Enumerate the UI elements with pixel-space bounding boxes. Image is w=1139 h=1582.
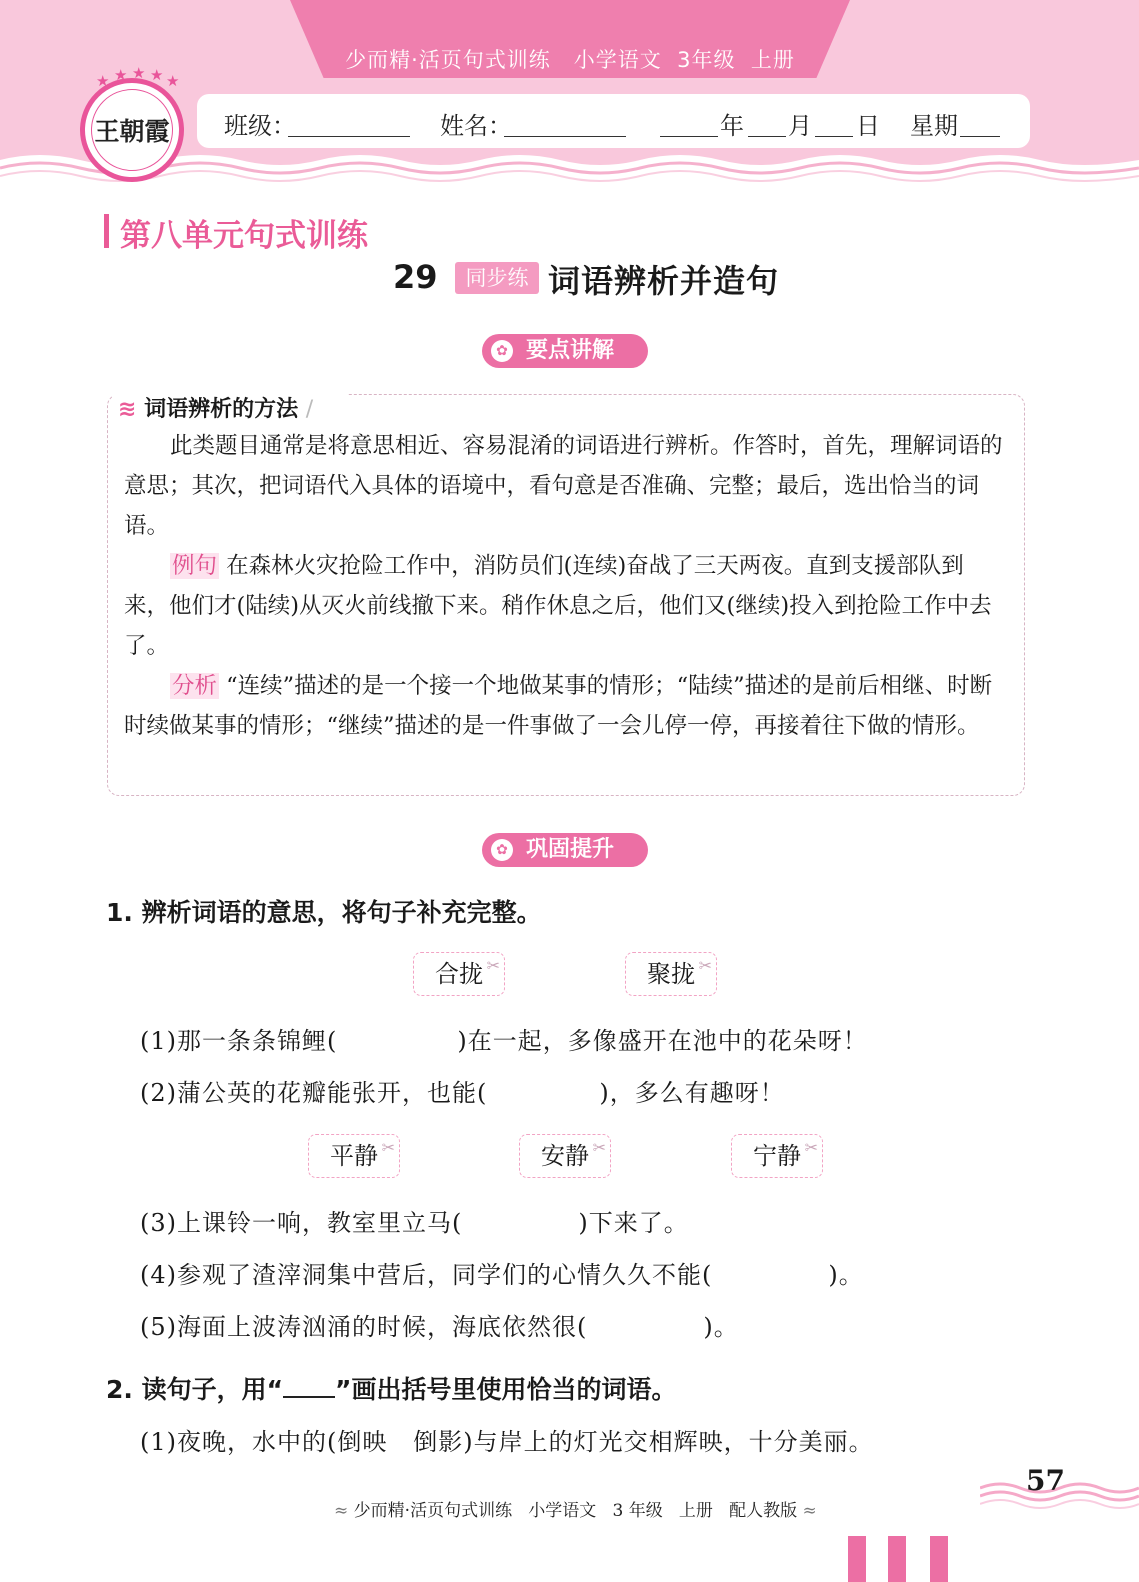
method-paragraph: 此类题目通常是将意思相近、容易混淆的词语进行辨析。作答时，首先，理解词语的意思；其次，把词语代入具体的语境中，看句意是否准确、完整；最后，选出恰当的词语。: [124, 433, 1003, 539]
star-icon: ★: [96, 72, 110, 90]
bow-icon: ✂: [381, 1138, 395, 1157]
star-icon: ★: [132, 64, 146, 82]
bow-icon: ✂: [698, 956, 712, 975]
example-tag: 例句: [172, 553, 218, 579]
month-label: 月: [788, 112, 812, 140]
item-text-before: 上课铃一响，教室里立马(: [177, 1209, 463, 1237]
item-number: (2): [140, 1079, 177, 1107]
item-text-after: )，多么有趣呀！: [599, 1079, 785, 1107]
section-key-points: [482, 334, 648, 368]
bow-icon: ✂: [592, 1138, 606, 1157]
question-1-item-1: [140, 1021, 868, 1056]
item-number: (3): [140, 1209, 177, 1237]
example-text: 在森林火灾抢险工作中，消防员们(连续)奋战了三天两夜。直到支援部队到来，他们才(陆续)从灭火前线撤下来。稍作休息之后，他们又(继续)投入到抢险工作中去了。: [124, 553, 992, 659]
word-card-text: 聚拢: [647, 960, 695, 988]
question-2-item-1: (1)夜晚，水中的(倒映 倒影)与岸上的灯光交相辉映，十分美丽。: [140, 1428, 874, 1456]
star-icon: ★: [114, 66, 128, 84]
student-info-bar: [197, 94, 1030, 148]
item-text-before: 蒲公英的花瓣能张开，也能(: [177, 1079, 488, 1107]
analysis-tag: 分析: [172, 673, 218, 699]
medal-icon: ✿: [491, 839, 513, 861]
item-text-after: )。: [828, 1261, 864, 1289]
example-paragraph: [124, 546, 1008, 666]
item-text-after: )在一起，多像盛开在池中的花朵呀！: [457, 1027, 868, 1055]
question-1-title: 1. 辨析词语的意思，将句子补充完整。: [106, 898, 542, 927]
question-1-item-5: [140, 1307, 739, 1342]
question-1-item-2: [140, 1073, 785, 1108]
word-card: [731, 1134, 823, 1178]
section-practice-label: 巩固提升: [526, 837, 615, 862]
unit-title-bar: [104, 214, 109, 248]
section-key-points-label: 要点讲解: [526, 338, 615, 363]
question-1-item-3: [140, 1203, 689, 1238]
wave-icon: ≈: [797, 1501, 817, 1521]
footer-text: 少而精·活页句式训练 小学语文 3 年级 上册 配人教版: [353, 1501, 798, 1521]
logo-text: 王朝霞: [94, 117, 170, 146]
decorative-bar: [930, 1536, 948, 1582]
medal-icon: ✿: [491, 340, 513, 362]
underline-sample: [283, 1374, 335, 1398]
weekday-label: 星期: [910, 112, 958, 140]
day-field[interactable]: [815, 136, 853, 137]
word-card-text: 宁静: [753, 1142, 801, 1170]
word-card: [308, 1134, 400, 1178]
item-number: (1): [140, 1027, 177, 1055]
item-text-after: )。: [703, 1313, 739, 1341]
lesson-badge: 同步练: [455, 262, 539, 294]
section-practice: [482, 833, 648, 867]
analysis-paragraph: [124, 666, 1008, 746]
slash-divider: /: [305, 397, 314, 422]
footer: [200, 1476, 940, 1521]
star-icon: ★: [150, 66, 164, 84]
item-text-after: )下来了。: [578, 1209, 689, 1237]
lesson-title: 词语辨析并造句: [548, 262, 780, 300]
question-2-title-after: ”画出括号里使用恰当的词语。: [335, 1375, 677, 1404]
method-heading-text: 词语辨析的方法: [144, 397, 299, 422]
question-2-title: [106, 1370, 676, 1406]
wave-icon: ≋: [118, 397, 137, 422]
class-field[interactable]: [288, 136, 410, 137]
item-number: (5): [140, 1313, 177, 1341]
word-card: [413, 952, 505, 996]
bow-icon: ✂: [486, 956, 500, 975]
wave-icon: ≈: [334, 1501, 354, 1521]
word-card: [519, 1134, 611, 1178]
day-label: 日: [856, 112, 880, 140]
decorative-bar: [888, 1536, 906, 1582]
year-field[interactable]: [660, 136, 718, 137]
unit-title: 第八单元句式训练: [120, 218, 368, 254]
word-card-text: 平静: [330, 1142, 378, 1170]
name-label: 姓名：: [440, 112, 512, 140]
word-card: [625, 952, 717, 996]
star-icon: ★: [166, 72, 180, 90]
item-text-before: 海面上波涛汹涌的时候，海底依然很(: [177, 1313, 588, 1341]
decorative-bar: [848, 1536, 866, 1582]
page-number: 57: [1026, 1464, 1065, 1497]
analysis-text: “连续”描述的是一个接一个地做某事的情形；“陆续”描述的是前后相继、时断时续做某事的情形；“继续”描述的是一件事做了一会儿停一停，再接着往下做的情形。: [124, 673, 993, 739]
year-label: 年: [720, 112, 744, 140]
class-label: 班级：: [224, 112, 296, 140]
lesson-number: 29: [393, 258, 438, 296]
word-card-text: 安静: [541, 1142, 589, 1170]
weekday-field[interactable]: [960, 136, 1000, 137]
month-field[interactable]: [748, 136, 786, 137]
question-1-item-4: [140, 1255, 864, 1290]
question-2-title-before: 2. 读句子，用“: [106, 1375, 284, 1404]
item-text-before: 参观了渣滓洞集中营后，同学们的心情久久不能(: [177, 1261, 713, 1289]
name-field[interactable]: [504, 136, 626, 137]
item-number: (4): [140, 1261, 177, 1289]
word-card-text: 合拢: [435, 960, 483, 988]
method-heading: [118, 392, 313, 423]
series-title: 少而精·活页句式训练 小学语文 3年级 上册: [345, 48, 795, 72]
bow-icon: ✂: [804, 1138, 818, 1157]
item-text-before: 那一条条锦鲤(: [177, 1027, 338, 1055]
